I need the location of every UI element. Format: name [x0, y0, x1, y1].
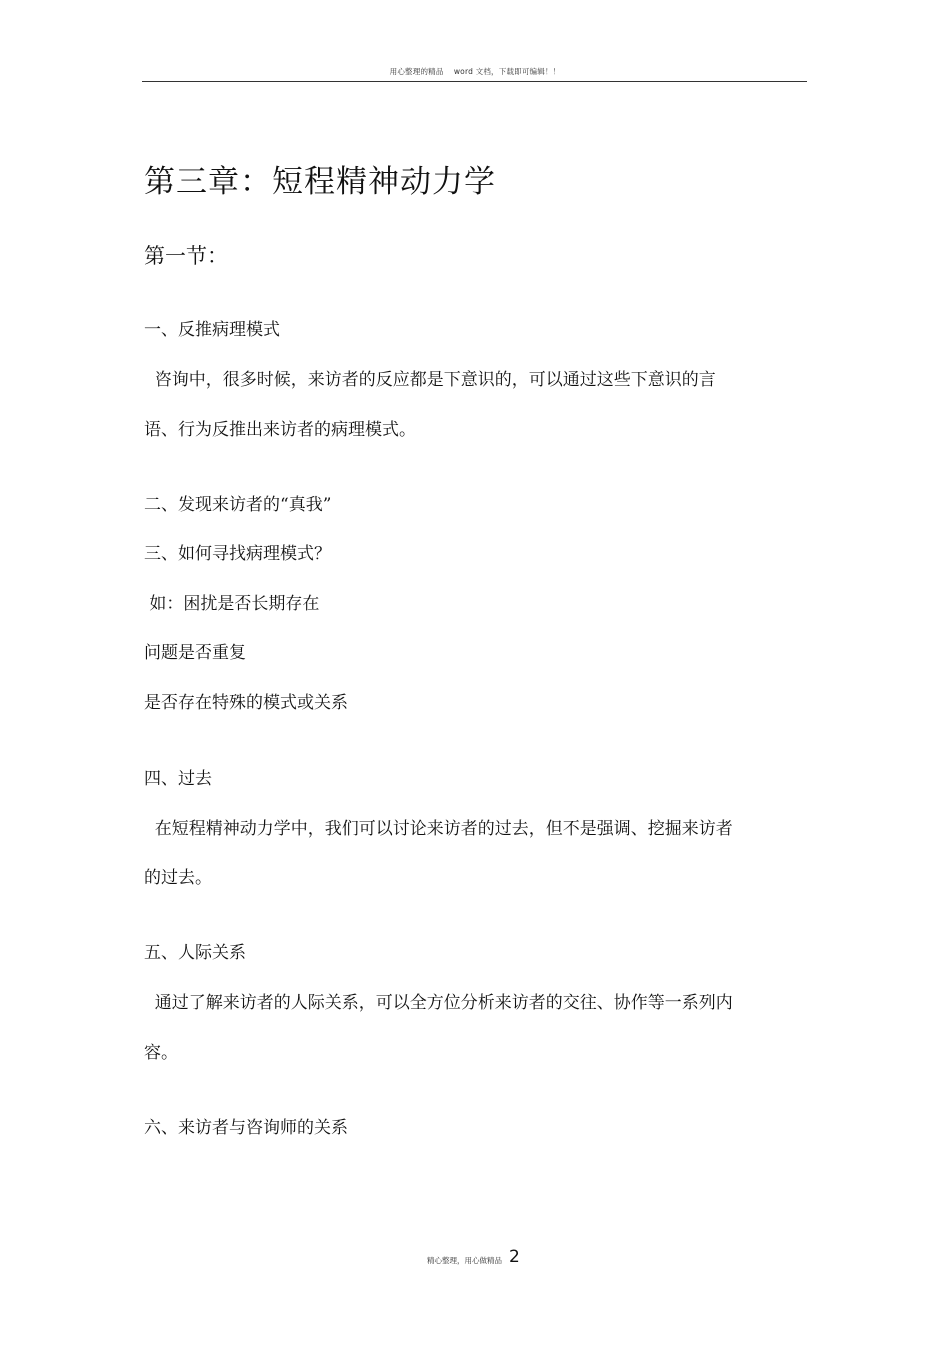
heading-counselor-relation: 六、来访者与咨询师的关系 [144, 1118, 348, 1138]
paragraph-line: 容。 [144, 1043, 178, 1063]
header-divider [142, 81, 807, 82]
heading-reverse-pathology: 一、反推病理模式 [144, 320, 280, 340]
heading-true-self: 二、发现来访者的“真我” [144, 495, 332, 515]
paragraph-line: 咨询中，很多时候，来访者的反应都是下意识的，可以通过这些下意识的言 [144, 370, 716, 390]
paragraph-line: 的过去。 [144, 868, 212, 888]
heading-interpersonal: 五、人际关系 [144, 943, 246, 963]
heading-past: 四、过去 [144, 769, 212, 789]
header-text: 用心整理的精品 word 文档，下载即可编辑！！ [389, 67, 561, 76]
list-item: 是否存在特殊的模式或关系 [144, 693, 348, 713]
chapter-title: 第三章：短程精神动力学 [144, 164, 496, 200]
paragraph-line: 通过了解来访者的人际关系，可以全方位分析来访者的交往、协作等一系列内 [144, 993, 733, 1013]
footer-text: 精心整理，用心做精品 [427, 1256, 502, 1265]
paragraph-line: 语、行为反推出来访者的病理模式。 [144, 420, 416, 440]
heading-find-pattern: 三、如何寻找病理模式？ [144, 544, 331, 564]
paragraph-line: 在短程精神动力学中，我们可以讨论来访者的过去，但不是强调、挖掘来访者 [144, 819, 733, 839]
list-item: 问题是否重复 [144, 643, 246, 663]
list-item: 如：困扰是否长期存在 [144, 594, 320, 614]
section-title: 第一节： [144, 244, 228, 268]
page-number: 2 [509, 1247, 520, 1267]
